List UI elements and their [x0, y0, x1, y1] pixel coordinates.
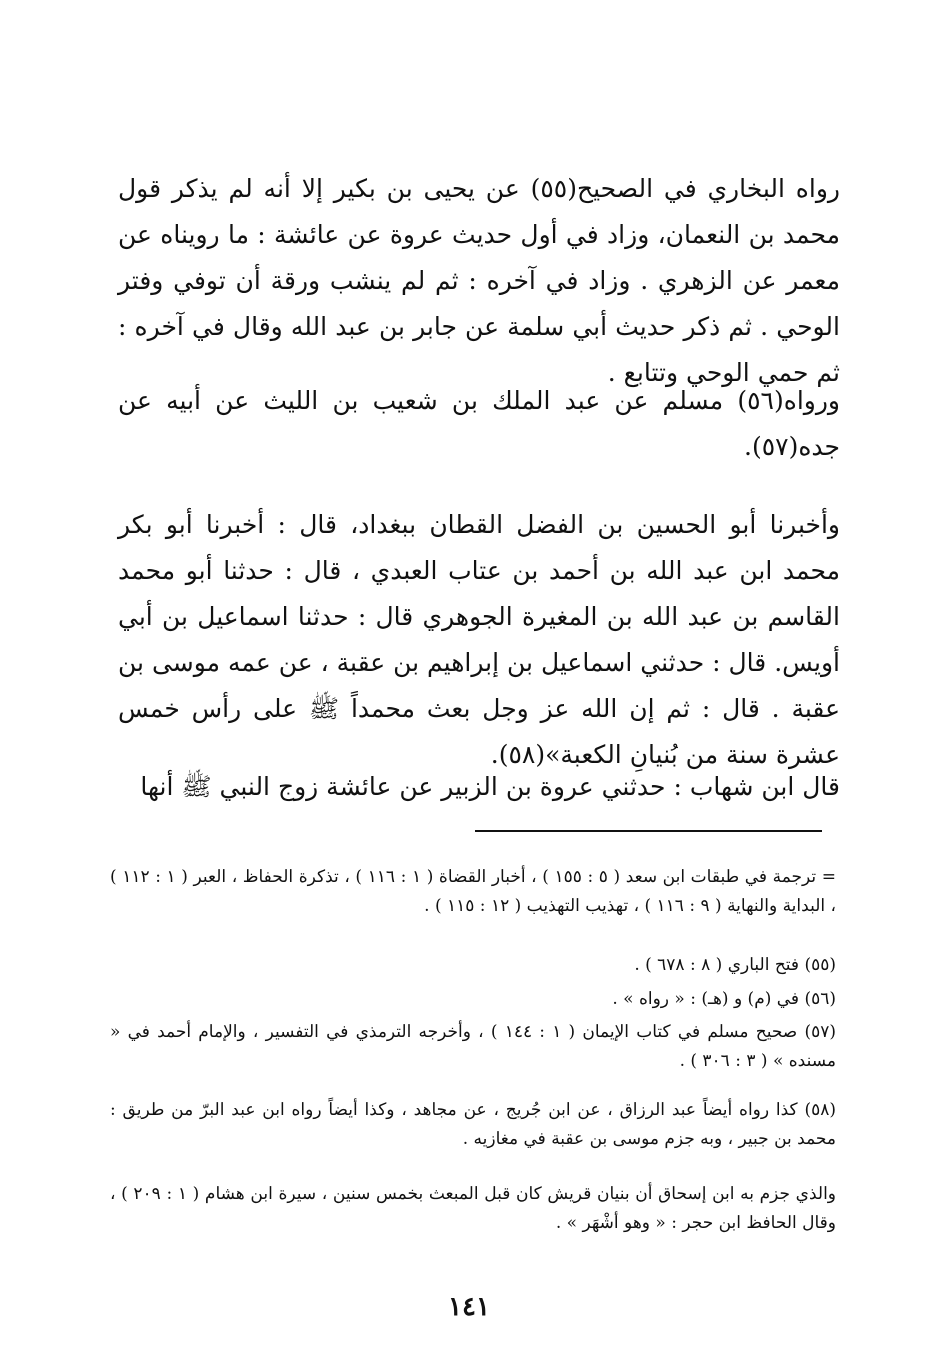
footnote-continuation: = ترجمة في طبقات ابن سعد ( ٥ : ١٥٥ ) ، أخبار القضاة ( ١ : ١١٦ ) ، تذكرة الحفاظ ، العبر ( ١ : ١١٢ ) ، البداية والنهاية ( ٩ : ١١٦ ) ، تهذيب التهذيب ( ١٢ : ١١٥ ) . [110, 867, 836, 916]
footnote-separator [475, 830, 822, 832]
footnote-58: (٥٨) كذا رواه أيضاً عبد الرزاق ، عن ابن جُريج ، عن مجاهد ، وكذا أيضاً رواه ابن عبد البرّ من طريق : محمد بن جبير ، وبه جزم موسى بن عقبة في مغازيه . [110, 1100, 836, 1149]
footnote-58-continued: والذي جزم به ابن إسحاق أن بنيان قريش كان قبل المبعث بخمس سنين ، سيرة ابن هشام ( ١ : ٢٠٩ ) ، وقال الحافظ ابن حجر : « وهو أشْهَر » . [110, 1184, 837, 1233]
paragraph: وأخبرنا أبو الحسين بن الفضل القطان ببغداد، قال : أخبرنا أبو بكر محمد ابن عبد الله بن أحمد بن عتاب العبدي ، قال : حدثنا أبو محمد القاسم بن عبد الله بن المغيرة الجوهري قال : حدثنا اسماعيل بن أبي أويس. قال : حدثني اسماعيل بن إبراهيم بن عقبة ، عن عمه موسى بن عقبة . قال : ثم إن الله عز وجل بعث محمداً ﷺ على رأس خمس عشرة سنة من بُنيانِ الكعبة»(٥٨). [118, 510, 840, 769]
footnote-57: (٥٧) صحيح مسلم في كتاب الإيمان ( ١ : ١٤٤ ) ، وأخرجه الترمذي في التفسير ، والإمام أحمد في « مسنده » ( ٣ : ٣٠٦ ) . [110, 1022, 836, 1071]
footnote-56: (٥٦) في (م) و (هـ) : « رواه » . [612, 989, 836, 1009]
paragraph: رواه البخاري في الصحيح(٥٥) عن يحيى بن بكير إلا أنه لم يذكر قول محمد بن النعمان، وزاد في أول حديث عروة عن عائشة : ما رويناه عن معمر عن الزهري . وزاد في آخره : ثم لم ينشب ورقة أن توفي وفتر الوحي . ثم ذكر حديث أبي سلمة عن جابر بن عبد الله وقال في آخره : ثم حمي الوحي وتتابع . [118, 174, 840, 387]
paragraph: ورواه(٥٦) مسلم عن عبد الملك بن شعيب بن الليث عن أبيه عن جده(٥٧). [118, 386, 840, 461]
footnote-55: (٥٥) فتح الباري ( ٨ : ٦٧٨ ) . [634, 955, 836, 975]
page-number: ١٤١ [448, 1292, 490, 1322]
paragraph: قال ابن شهاب : حدثني عروة بن الزبير عن عائشة زوج النبي ﷺ أنها [140, 772, 840, 801]
